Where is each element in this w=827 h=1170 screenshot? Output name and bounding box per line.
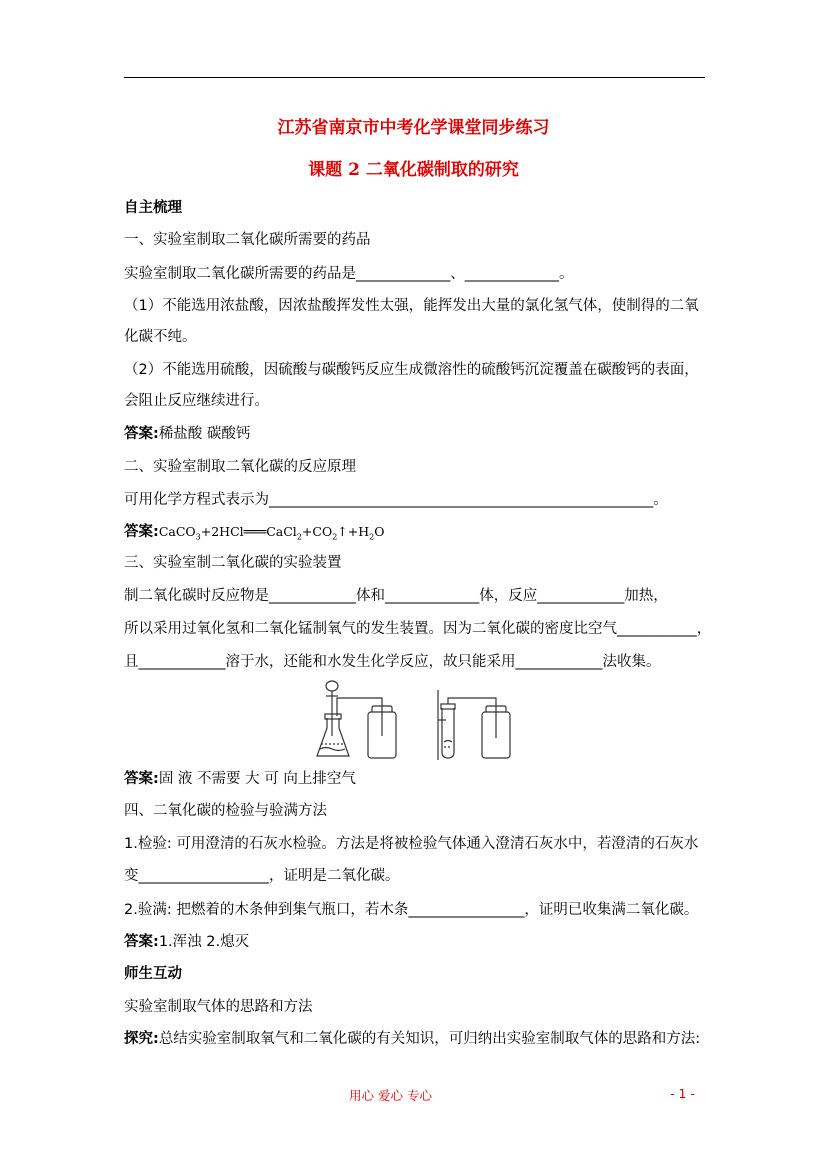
section-heading-self-review: 自主梳理 [124,200,182,216]
part4-title: 四、二氧化碳的检验与验满方法 [124,803,327,819]
part4-line2: 变__________________，证明是二氧化碳。 [124,868,400,884]
answer-label: 答案: [124,934,159,950]
part3-line3: 且____________溶于水，还能和水发生化学反应，故只能采用____________法收集。 [124,654,661,670]
explore-text: 总结实验室制取氧气和二氧化碳的有关知识，可归纳出实验室制取气体的思路和方法: [158,1031,701,1047]
answer3 [124,767,356,788]
header-rule [124,77,705,78]
part4-line3: 2.验满: 把燃着的木条伸到集气瓶口，若木条________________，证明已收集满二氧化碳。 [124,902,699,918]
lesson-title: 课题 2 二氧化碳制取的研究 [308,160,519,180]
answer4 [124,930,249,951]
apparatus-test-tube-figure [434,690,520,762]
part1-question: 实验室制取二氧化碳所需要的药品是_____________、_____________。 [124,266,574,282]
part2-title: 二、实验室制取二氧化碳的反应原理 [124,459,356,475]
answer-text: 固 液 不需要 大 可 向上排空气 [158,771,356,787]
answer-text: 1.浑浊 2.熄灭 [158,934,250,950]
note2-line2: 会阻止反应继续进行。 [124,393,269,409]
section2-line1: 实验室制取气体的思路和方法 [124,999,313,1015]
answer1 [124,422,250,443]
answer-label: 答案: [124,771,159,787]
note2-line1: （2）不能选用硫酸，因硫酸与碳酸钙反应生成微溶性的硫酸钙沉淀覆盖在碳酸钙的表面， [124,362,699,378]
explore-paragraph [124,1027,700,1048]
part1-title: 一、实验室制取二氧化碳所需要的药品 [124,232,371,248]
note1-line1: （1）不能选用浓盐酸，因浓盐酸挥发性太强，能挥发出大量的氯化氢气体，使制得的二氧 [124,298,699,314]
part3-line2: 所以采用过氧化氢和二氧化锰制氧气的发生装置。因为二氧化碳的密度比空气___________， [124,621,712,637]
explore-label: 探究: [124,1031,159,1047]
answer2 [124,520,385,542]
answer-label: 答案: [124,524,159,540]
answer-text: 稀盐酸 碳酸钙 [158,426,251,442]
note1-line2: 化碳不纯。 [124,329,197,345]
chemical-equation: $CaCO_3+2HCl═══CaCl_2+CO_2↑+H_2O$ [158,524,385,542]
page-number: - 1 - [670,1086,695,1101]
part3-title: 三、实验室制二氧化碳的实验装置 [124,555,342,571]
document-title: 江苏省南京市中考化学课堂同步练习 [277,118,550,138]
part3-line1: 制二氧化碳时反应物是____________体和_____________体，反应____________加热， [124,588,668,604]
part4-line1: 1.检验: 可用澄清的石灰水检验。方法是将被检验气体通入澄清石灰水中，若澄清的石灰水 [124,836,699,852]
apparatus-flask-figure [312,676,402,762]
section-heading-interaction: 师生互动 [124,966,182,982]
part2-question: 可用化学方程式表示为_____________________________________________________。 [124,492,668,508]
answer-label: 答案: [124,426,159,442]
footer-motto: 用心 爱心 专心 [349,1088,432,1103]
